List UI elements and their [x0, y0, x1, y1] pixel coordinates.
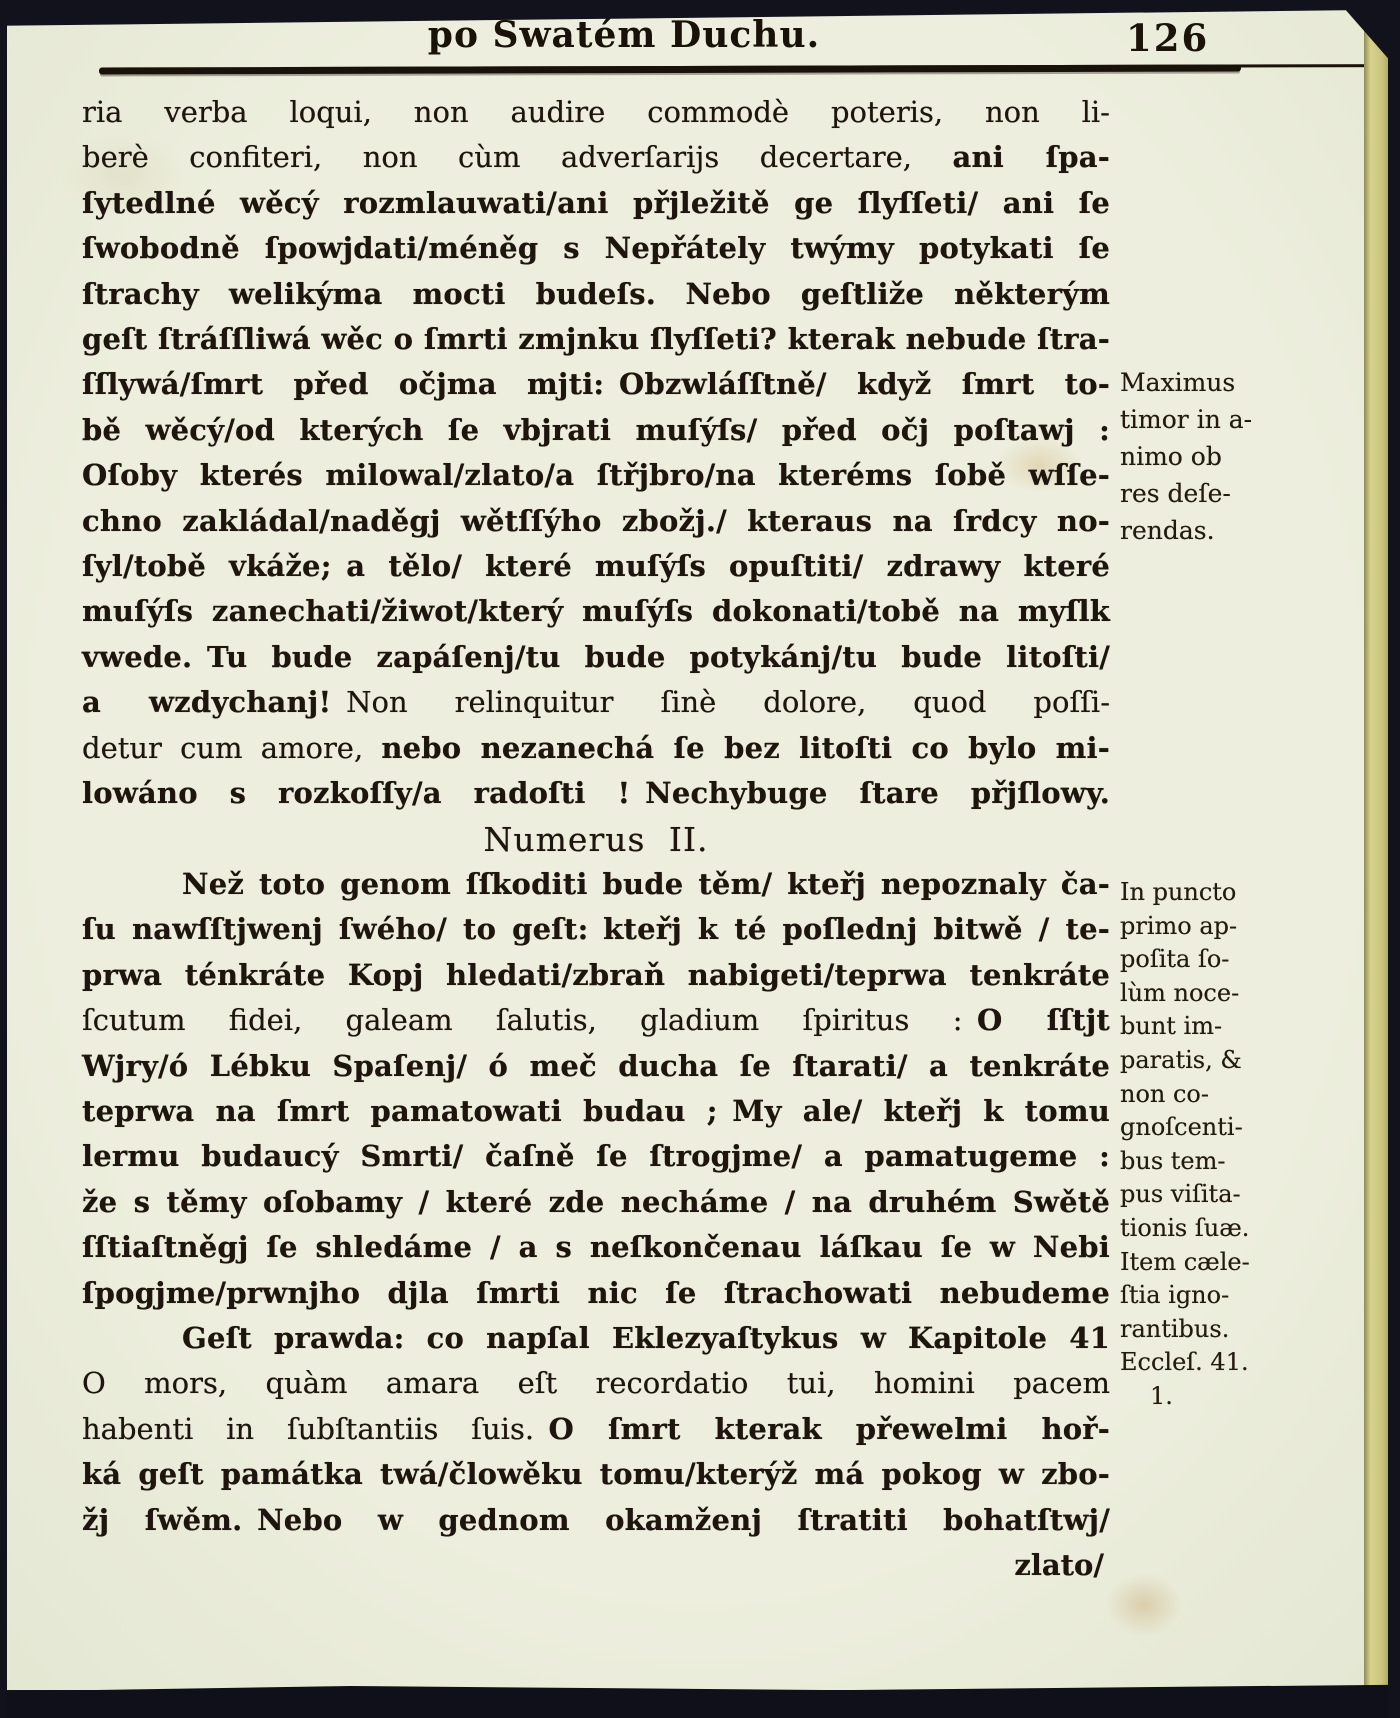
text-line: [82, 181, 1110, 226]
text-segment: ſſlywá/ſmrt před očjma mjti: Obzwláſſtně/ když ſmrt to-: [82, 367, 1110, 402]
margin-note-line: res deſe-: [1120, 479, 1231, 508]
text-line: [82, 635, 1110, 680]
text-segment: Non relinquitur ſinè dolore, quod poſſi-: [346, 685, 1110, 720]
text-line: [82, 1452, 1110, 1497]
text-segment: bě wěcý/od kterých ſe vbjrati muſýſs/ před očj poſtawj :: [82, 412, 1110, 447]
text-line: [82, 907, 1110, 952]
text-segment: ſu nawſſtjwenj ſwého/ to geſt: kteřj k té poſlednj bitwě / te-: [82, 912, 1110, 947]
text-line: [82, 90, 1110, 135]
text-segment: ſcutum fidei, galeam ſalutis, gladium ſpiritus :: [82, 1003, 977, 1038]
text-segment: lermu budaucý Smrti/ čaſně ſe ſtrogjme/ a pamatugeme :: [82, 1139, 1110, 1174]
text-segment: ani ſpa-: [952, 140, 1110, 175]
text-line: [82, 1089, 1110, 1134]
text-line: [82, 998, 1110, 1043]
text-line: [82, 589, 1110, 634]
text-line: [82, 1134, 1110, 1179]
text-segment: Oſoby kterés milowal/zlato/a ſtřjbro/na kteréms ſobě wſſe-: [82, 458, 1110, 493]
text-segment: ſſtiaſtněgj ſe shledáme / a s neſkončenau láſkau ſe w Nebi: [82, 1230, 1110, 1265]
body-text-block: [82, 90, 1110, 1588]
text-line: [82, 362, 1110, 407]
margin-note-line: ſtia igno-: [1120, 1281, 1230, 1310]
margin-note-2: [1120, 876, 1352, 1414]
header-divider-rule: [99, 65, 1241, 75]
text-segment: Geſt prawda: co napſal Eklezyaſtykus w Kapitole 41: [182, 1320, 1110, 1355]
margin-note-line: timor in a-: [1120, 405, 1253, 434]
margin-note-line: rendas.: [1120, 516, 1215, 545]
text-segment: Než toto genom ſſkoditi bude těm/ kteřj nepoznaly ča-: [182, 866, 1110, 901]
text-segment: ſytedlné wěcý rozmlauwati/ani přjležitě ge ſlyſſeti/ ani ſe: [82, 185, 1110, 220]
margin-note-line: tionis ſuæ.: [1120, 1213, 1250, 1242]
text-line: [82, 862, 1110, 907]
text-segment: ſwobodně ſpowjdati/méněg s Nepřátely twýmy potykati ſe: [82, 231, 1110, 266]
text-line: [82, 272, 1110, 317]
text-segment: Wjry/ó Lébku Spaſenj/ ó meč ducha ſe ſtarati/ a tenkráte: [82, 1048, 1110, 1083]
margin-note-line: nimo ob: [1120, 442, 1222, 471]
margin-note-line: paratis, &: [1120, 1045, 1242, 1074]
text-segment: a wzdychanj!: [82, 685, 347, 720]
margin-note-line: primo ap-: [1120, 911, 1238, 940]
text-segment: O mors, quàm amara eſt recordatio tui, homini pacem: [82, 1366, 1110, 1401]
text-segment: habenti in ſubſtantiis ſuis.: [82, 1411, 549, 1446]
text-segment: chno zakládal/naděgj wětſſýho zbožj./ kteraus na ſrdcy no-: [82, 503, 1110, 538]
text-line: [82, 135, 1110, 180]
text-line: [82, 226, 1110, 271]
text-line: [82, 1498, 1110, 1543]
photo-edge-left: [0, 0, 7, 1718]
margin-note-line: lùm noce-: [1120, 978, 1240, 1007]
text-segment: geſt ſtráſſliwá wěc o ſmrti zmjnku ſlyſſeti? kterak nebude ſtra-: [82, 322, 1110, 357]
text-line: [82, 771, 1110, 816]
text-line: [82, 1225, 1110, 1270]
text-segment: O ſſtjt: [976, 1003, 1110, 1038]
margin-note-line: Maximus: [1120, 368, 1236, 397]
running-header-title: po Swatém Duchu.: [427, 14, 821, 56]
margin-note-line: gnoſcenti-: [1120, 1113, 1243, 1142]
text-line: [82, 953, 1110, 998]
text-line: [82, 680, 1110, 725]
margin-note-line: pus viſita-: [1120, 1180, 1241, 1209]
text-segment: žj ſwěm. Nebo w gednom okamženj ſtratiti bohatſtwj/: [82, 1502, 1110, 1537]
margin-note-line: In puncto: [1120, 878, 1237, 906]
text-segment: muſýſs zanechati/žiwot/který muſýſs dokonati/tobě na myſlk: [82, 594, 1110, 629]
text-line: [82, 1316, 1110, 1361]
text-segment: že s těmy oſobamy / které zde necháme / na druhém Swětě: [82, 1184, 1110, 1219]
text-segment: nebo nezanechá ſe bez litoſti co bylo mi-: [381, 730, 1110, 765]
margin-note-line: Eccleſ. 41.: [1120, 1348, 1249, 1377]
text-segment: ká geſt památka twá/člowěku tomu/kterýž má pokog w zbo-: [82, 1457, 1110, 1492]
text-line: [82, 408, 1110, 453]
text-line: [82, 453, 1110, 498]
photo-edge-right: [1388, 0, 1400, 1718]
text-line: [82, 317, 1110, 362]
text-line: [82, 726, 1110, 771]
margin-note-line: poſita ſo-: [1120, 945, 1230, 974]
text-line: [82, 1271, 1110, 1316]
text-line: [82, 1044, 1110, 1089]
page-paper: [4, 10, 1394, 1690]
photo-edge-bottom: [0, 1684, 1400, 1718]
section-heading: [82, 817, 1110, 862]
margin-note-line: bus tem-: [1120, 1146, 1226, 1175]
margin-note-line: Item cæle-: [1120, 1247, 1250, 1276]
text-segment: detur cum amore,: [82, 730, 382, 765]
page-number: 126: [1126, 16, 1210, 60]
text-segment: ſyl/tobě vkáže; a tělo/ které muſýſs opuſtiti/ zdrawy které: [82, 549, 1110, 584]
text-segment: ſpogjme/prwnjho djla ſmrti nic ſe ſtrachowati nebudeme: [82, 1275, 1110, 1310]
text-segment: Numerus II.: [483, 819, 709, 859]
text-line: [82, 544, 1110, 589]
text-segment: ſtrachy welikýma mocti budeſs. Nebo geſtliže některým: [82, 276, 1110, 311]
text-line: [82, 1361, 1110, 1406]
text-segment: lowáno s rozkoſſy/a radoſti ! Nechybuge ſtare přjſlowy.: [82, 776, 1110, 811]
margin-note-line: bunt im-: [1120, 1012, 1223, 1041]
margin-note-1: [1120, 364, 1352, 549]
text-segment: ria verba loqui, non audire commodè poteris, non li-: [82, 95, 1110, 129]
text-line: [82, 499, 1110, 544]
text-segment: teprwa na ſmrt pamatowati budau ; My ale/ kteřj k tomu: [82, 1093, 1110, 1128]
text-segment: prwa ténkráte Kopj hledati/zbraň nabigeti/teprwa tenkráte: [82, 957, 1110, 992]
text-line: [82, 1180, 1110, 1225]
text-segment: berè confiteri, non cùm adverſarijs decertare,: [82, 140, 953, 175]
catchword: zlato/: [1014, 1548, 1104, 1582]
text-line: [82, 1407, 1110, 1452]
book-fore-edge: [1364, 16, 1390, 1688]
margin-note-line: non co-: [1120, 1079, 1209, 1108]
margin-note-line: 1.: [1150, 1381, 1173, 1410]
text-segment: O ſmrt kterak přewelmi hoř-: [548, 1411, 1110, 1446]
text-segment: vwede. Tu bude zapáſenj/tu bude potykánj/tu bude litoſti/: [82, 639, 1110, 674]
margin-note-line: rantibus.: [1120, 1314, 1230, 1343]
